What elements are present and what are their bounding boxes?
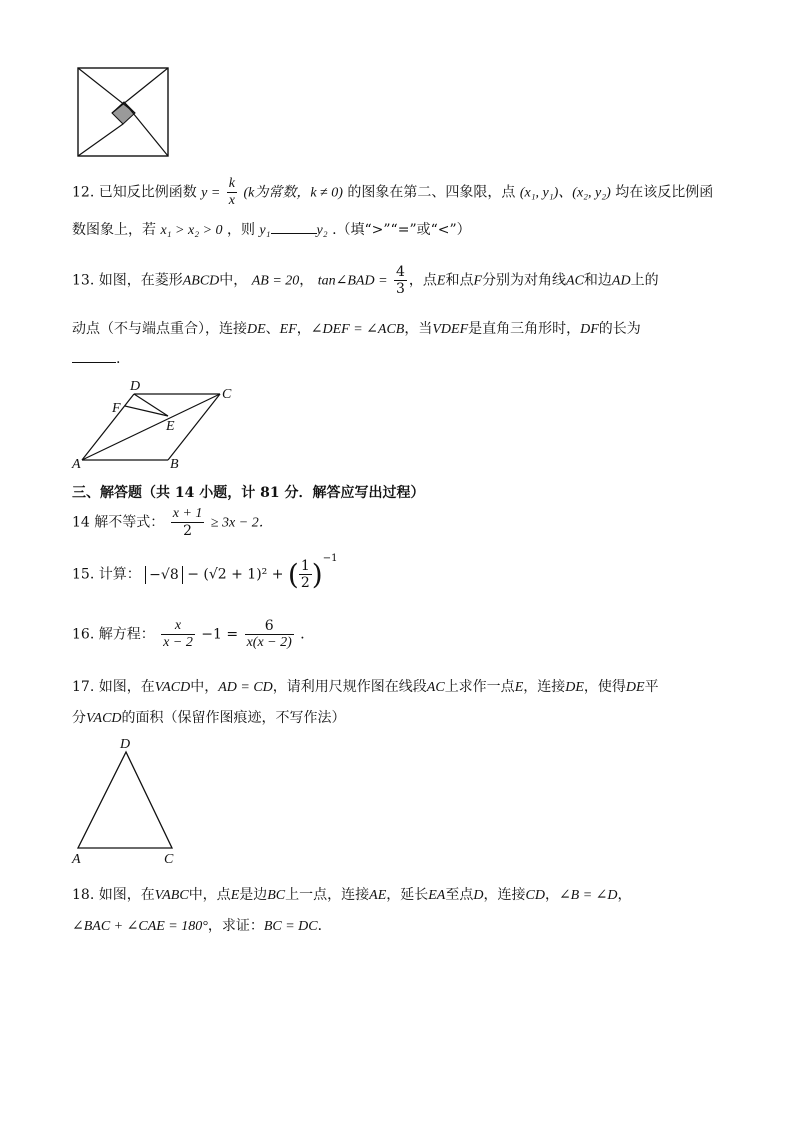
shaded-inner-square [112,102,135,124]
q16-right-fraction: $\frac{6}{x(x - 2)}$ [246,618,292,650]
pinwheel-square-figure [76,66,172,160]
q18-line2: ∠BAC + ∠CAE = 180°，求证：BC = DC． [72,918,332,934]
q16-number: 16. [72,626,95,643]
q14-number: 14 [72,514,90,531]
label-E: E [166,419,175,434]
q13-line3: . [72,350,120,367]
rhombus-figure [68,376,248,474]
label-A: A [72,852,81,867]
triangle-acd-figure [68,736,188,868]
label-F: F [112,401,121,416]
q12-number: 12. [72,184,95,201]
label-C: C [164,852,174,867]
q18-line1: 18. 如图，在VABC中，点E是边BC上一点，连接AE，延长EA至点D，连接CD，∠B = ∠D， [72,887,632,903]
q12-k-over-x: $\frac{k}{x}$ [228,176,236,208]
q17-line2: 分VACD的面积（保留作图痕迹，不写作法） [72,710,346,726]
label-C: C [222,387,232,402]
label-D: D [120,737,131,752]
q13-line2: 动点（不与端点重合），连接DE、EF，∠DEF = ∠ACB，当VDEF是直角三角形时，DF的长为 [72,321,641,337]
q15-exponent: −1 [322,552,338,564]
q14-line: 14 解不等式： $\frac{x + 1}{2}$ ≥ 3x − 2． [72,506,273,539]
q17-line1: 17. 如图，在VACD中，AD = CD，请利用尺规作图在线段AC上求作一点E，连接DE，使得DE平 [72,679,659,695]
q15-half-fraction: $\frac{1}{2}$ [300,558,310,591]
q12-answer-blank[interactable] [271,221,317,234]
q15-number: 15. [72,566,95,583]
q12-line1: 12. 已知反比例函数 y = $\frac{k}{x}$ (k为常数，k ≠ 0) 的图象在第二、四象限，点 (x₁, y₁)、(x₂, y₂) 均在该反比例函 [72,176,714,208]
label-D: D [130,379,141,394]
q15-line: 15. 计算： −√8 − (√2 + 1)² + ( $\frac{1}{2}$ )$^{-1}$ [72,552,338,591]
q14-fraction: $\frac{x + 1}{2}$ [172,506,203,539]
q13-tan-fraction: $\frac{4}{3}$ [395,264,405,297]
q16-line: 16. 解方程： $\frac{x}{x - 2}$ −1 = $\frac{6}{x(x - 2)}$ ． [72,618,315,650]
q13-number: 13. [72,272,95,289]
q13-answer-blank[interactable] [72,350,116,363]
q18-number: 18. [72,887,95,903]
section-3-heading: 三、解答题（共 14 小题，计 81 分．解答应写出过程） [72,485,425,501]
q16-left-fraction: $\frac{x}{x - 2}$ [163,618,193,650]
q15-absolute-value: −√8 [145,566,183,584]
label-A: A [72,457,81,472]
q17-number: 17. [72,679,95,695]
q13-line1: 13. 如图，在菱形ABCD中， AB = 20， tan∠BAD = $\frac{4}{3}$ ，点E和点F分别为对角线AC和边AD上的 [72,264,659,297]
q12-line2: 数图象上，若 x₁ > x₂ > 0 ，则 y₁ y₂ .（填“>”“=”或“<”） [72,222,471,238]
label-B: B [170,457,179,472]
